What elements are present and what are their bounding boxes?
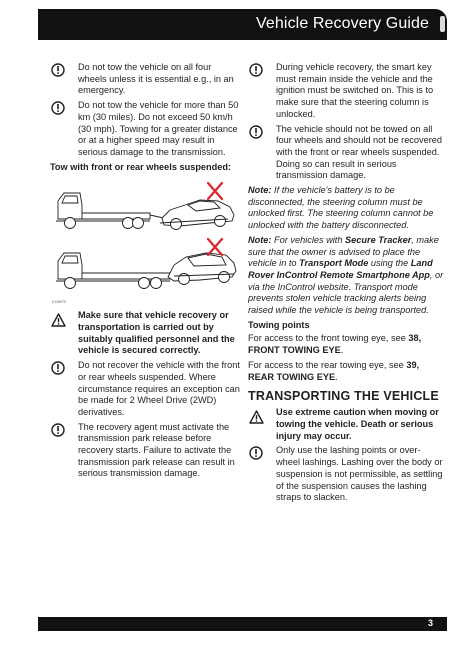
- towing-front-paragraph: [248, 333, 444, 356]
- warning-text: Make sure that vehicle recovery or transportation is carried out by suitably qualified personnel and the vehicle is secured correctly.: [78, 310, 235, 356]
- caution-text: During vehicle recovery, the smart key must remain inside the vehicle and the ignition must be switched on. This is to make sure that the steering column is unlocked.: [276, 62, 434, 119]
- note-text: , or via the InControl website. Transport mode prevents stolen vehicle tracking alerts being raised while the vehicle is being transported.: [248, 269, 444, 316]
- note-label: Note:: [248, 185, 272, 196]
- page-title: Vehicle Recovery Guide: [256, 15, 429, 32]
- caution-circle-icon: [249, 446, 263, 464]
- note-text: , make sure that the owner is advised to place the vehicle in to: [248, 234, 439, 269]
- towing-text: .: [340, 345, 344, 356]
- note-emphasis: Secure Tracker: [345, 234, 412, 245]
- caution-circle-icon: [51, 361, 65, 379]
- caution-text: The vehicle should not be towed on all four wheels and should not be recovered with the front or rear wheels suspended. Doing so can result in serious transmission damage.: [276, 123, 442, 181]
- caution-circle-icon: [51, 423, 65, 441]
- note-secure-tracker: [248, 235, 444, 317]
- warning-triangle-icon: [249, 410, 264, 428]
- warning-item: [248, 407, 444, 442]
- note-text: If the vehicle's battery is to be disconnected, the steering column must be unlocked first. The steering column cannot be unlocked with the battery disconnected.: [248, 185, 434, 231]
- towing-front-link[interactable]: 38, FRONT TOWING EYE: [248, 333, 422, 356]
- caution-text: Only use the lashing points or over-wheel lashings. Lashing over the body or suspension is not permissible, as settling of the suspension causes the lashing straps to slacken.: [276, 445, 443, 503]
- caution-text: Do not recover the vehicle with the front or rear wheels suspended. Where circumstance requires an exception can be made for 2 Wheel Drive (2WD) derivatives.: [78, 360, 240, 417]
- caution-item: [248, 124, 444, 183]
- header-bar: [38, 9, 447, 40]
- caution-item: [50, 422, 240, 481]
- towing-rear-paragraph: [248, 360, 444, 383]
- tow-subheading: Tow with front or rear wheels suspended:: [50, 161, 232, 172]
- caution-circle-icon: [51, 101, 65, 119]
- figure-reference: E138975: [52, 300, 67, 305]
- towing-text: For access to the rear towing eye, see: [248, 359, 404, 370]
- right-column: [248, 62, 444, 507]
- towing-rear-link[interactable]: 39, REAR TOWING EYE: [248, 359, 420, 382]
- tow-truck-figure: [50, 177, 240, 305]
- header-tab-mark: [440, 16, 445, 32]
- caution-item: [50, 100, 240, 159]
- section-title: TRANSPORTING THE VEHICLE: [248, 389, 439, 404]
- left-column: [50, 62, 240, 483]
- towing-points-heading: Towing points: [248, 319, 310, 330]
- caution-text: Do not tow the vehicle for more than 50 km (30 miles). Do not exceed 50 km/h (30 mph). Towing for a greater distance or at a higher speed may result in serious damage to the transmission.: [78, 100, 239, 157]
- caution-text: Do not tow the vehicle on all four wheels unless it is essential e.g., in an emergency.: [78, 62, 234, 96]
- note-emphasis: Transport Mode: [299, 258, 369, 269]
- note-text: using the: [370, 258, 409, 269]
- warning-item: [50, 310, 240, 357]
- caution-circle-icon: [249, 63, 263, 81]
- caution-text: The recovery agent must activate the transmission park release before recovery starts. Failure to activate the transmission park release can result in serious transmission damage.: [78, 421, 235, 479]
- note-battery: [248, 185, 444, 232]
- caution-item: [50, 360, 240, 419]
- note-label: Note:: [248, 234, 272, 245]
- warning-text: Use extreme caution when moving or towing the vehicle. Death or serious injury may occur.: [276, 407, 439, 441]
- tow-truck-illustration: [50, 177, 240, 302]
- note-emphasis: Land Rover InControl Remote Smartphone App: [248, 258, 433, 280]
- page-number: 3: [427, 618, 433, 628]
- warning-triangle-icon: [51, 313, 66, 331]
- caution-item: [50, 62, 240, 97]
- note-text: For vehicles with: [274, 234, 343, 245]
- caution-item: [248, 62, 444, 121]
- caution-item: [248, 445, 444, 504]
- towing-text: .: [335, 371, 338, 382]
- caution-circle-icon: [249, 125, 263, 143]
- caution-circle-icon: [51, 63, 65, 81]
- footer-bar: [38, 617, 447, 631]
- towing-text: For access to the front towing eye, see: [248, 333, 406, 344]
